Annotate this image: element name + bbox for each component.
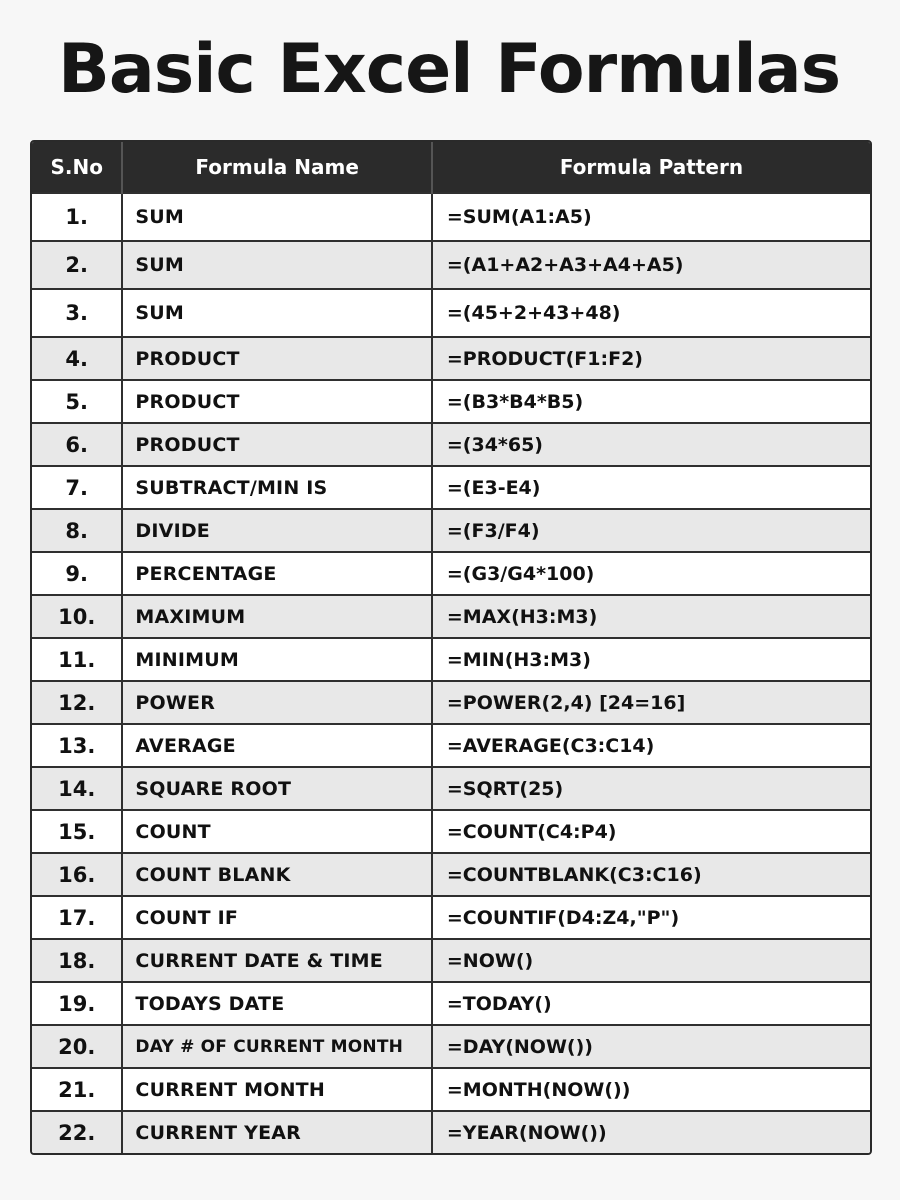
row-formula-name: SUM xyxy=(122,193,431,241)
row-formula-name: SUM xyxy=(122,289,431,337)
row-sno: 20. xyxy=(32,1025,122,1068)
row-sno: 6. xyxy=(32,423,122,466)
row-formula-name: POWER xyxy=(122,681,431,724)
row-formula-name: DIVIDE xyxy=(122,509,431,552)
row-formula-name: COUNT BLANK xyxy=(122,853,431,896)
row-formula-pattern: =SQRT(25) xyxy=(432,767,870,810)
table-row xyxy=(32,466,870,509)
row-formula-name: PRODUCT xyxy=(122,337,431,380)
row-formula-name: SUM xyxy=(122,241,431,289)
row-formula-pattern: =MIN(H3:M3) xyxy=(432,638,870,681)
row-formula-name: TODAYS DATE xyxy=(122,982,431,1025)
row-formula-name: DAY # OF CURRENT MONTH xyxy=(122,1025,431,1068)
table-row xyxy=(32,193,870,241)
row-formula-pattern: =(A1+A2+A3+A4+A5) xyxy=(432,241,870,289)
row-formula-name: COUNT xyxy=(122,810,431,853)
row-formula-name: AVERAGE xyxy=(122,724,431,767)
table-row xyxy=(32,767,870,810)
row-formula-pattern: =AVERAGE(C3:C14) xyxy=(432,724,870,767)
row-formula-pattern: =(B3*B4*B5) xyxy=(432,380,870,423)
row-sno: 18. xyxy=(32,939,122,982)
row-sno: 17. xyxy=(32,896,122,939)
row-formula-pattern: =MAX(H3:M3) xyxy=(432,595,870,638)
formula-table xyxy=(32,142,870,1153)
table-row xyxy=(32,509,870,552)
table-body xyxy=(32,193,870,1153)
table-row xyxy=(32,337,870,380)
table-row xyxy=(32,724,870,767)
row-sno: 13. xyxy=(32,724,122,767)
row-sno: 16. xyxy=(32,853,122,896)
row-formula-pattern: =DAY(NOW()) xyxy=(432,1025,870,1068)
table-row xyxy=(32,982,870,1025)
table-header xyxy=(32,142,870,193)
row-formula-pattern: =(G3/G4*100) xyxy=(432,552,870,595)
row-sno: 3. xyxy=(32,289,122,337)
table-row xyxy=(32,1068,870,1111)
row-sno: 10. xyxy=(32,595,122,638)
row-sno: 22. xyxy=(32,1111,122,1153)
row-formula-pattern: =COUNT(C4:P4) xyxy=(432,810,870,853)
header-sno: S.No xyxy=(32,142,122,193)
row-formula-pattern: =COUNTBLANK(C3:C16) xyxy=(432,853,870,896)
table-row xyxy=(32,552,870,595)
table-row xyxy=(32,896,870,939)
table-row xyxy=(32,853,870,896)
row-sno: 21. xyxy=(32,1068,122,1111)
row-formula-pattern: =(45+2+43+48) xyxy=(432,289,870,337)
header-row xyxy=(32,142,870,193)
row-formula-name: SUBTRACT/MIN IS xyxy=(122,466,431,509)
row-formula-pattern: =COUNTIF(D4:Z4,"P") xyxy=(432,896,870,939)
row-formula-pattern: =MONTH(NOW()) xyxy=(432,1068,870,1111)
header-formula-pattern: Formula Pattern xyxy=(432,142,870,193)
row-sno: 15. xyxy=(32,810,122,853)
table-row xyxy=(32,595,870,638)
table-row xyxy=(32,289,870,337)
table-row xyxy=(32,241,870,289)
row-sno: 7. xyxy=(32,466,122,509)
row-formula-name: CURRENT YEAR xyxy=(122,1111,431,1153)
row-sno: 8. xyxy=(32,509,122,552)
row-sno: 4. xyxy=(32,337,122,380)
row-formula-pattern: =NOW() xyxy=(432,939,870,982)
row-formula-name: COUNT IF xyxy=(122,896,431,939)
row-formula-name: PRODUCT xyxy=(122,380,431,423)
row-formula-name: PERCENTAGE xyxy=(122,552,431,595)
row-formula-pattern: =POWER(2,4) [24=16] xyxy=(432,681,870,724)
row-formula-name: MINIMUM xyxy=(122,638,431,681)
row-formula-pattern: =YEAR(NOW()) xyxy=(432,1111,870,1153)
row-sno: 11. xyxy=(32,638,122,681)
row-sno: 2. xyxy=(32,241,122,289)
row-sno: 19. xyxy=(32,982,122,1025)
table-row xyxy=(32,423,870,466)
table-row xyxy=(32,638,870,681)
row-formula-pattern: =SUM(A1:A5) xyxy=(432,193,870,241)
table-row xyxy=(32,810,870,853)
row-formula-name: CURRENT DATE & TIME xyxy=(122,939,431,982)
page-title: Basic Excel Formulas xyxy=(58,30,841,109)
row-sno: 14. xyxy=(32,767,122,810)
row-sno: 9. xyxy=(32,552,122,595)
row-formula-pattern: =PRODUCT(F1:F2) xyxy=(432,337,870,380)
formula-table-container xyxy=(30,140,872,1155)
row-sno: 12. xyxy=(32,681,122,724)
row-formula-name: MAXIMUM xyxy=(122,595,431,638)
row-formula-pattern: =(F3/F4) xyxy=(432,509,870,552)
row-formula-name: SQUARE ROOT xyxy=(122,767,431,810)
row-formula-pattern: =(34*65) xyxy=(432,423,870,466)
row-formula-pattern: =(E3-E4) xyxy=(432,466,870,509)
table-row xyxy=(32,1111,870,1153)
header-formula-name: Formula Name xyxy=(122,142,431,193)
table-row xyxy=(32,1025,870,1068)
row-sno: 5. xyxy=(32,380,122,423)
row-sno: 1. xyxy=(32,193,122,241)
row-formula-name: PRODUCT xyxy=(122,423,431,466)
table-row xyxy=(32,681,870,724)
table-row xyxy=(32,380,870,423)
row-formula-pattern: =TODAY() xyxy=(432,982,870,1025)
row-formula-name: CURRENT MONTH xyxy=(122,1068,431,1111)
table-row xyxy=(32,939,870,982)
